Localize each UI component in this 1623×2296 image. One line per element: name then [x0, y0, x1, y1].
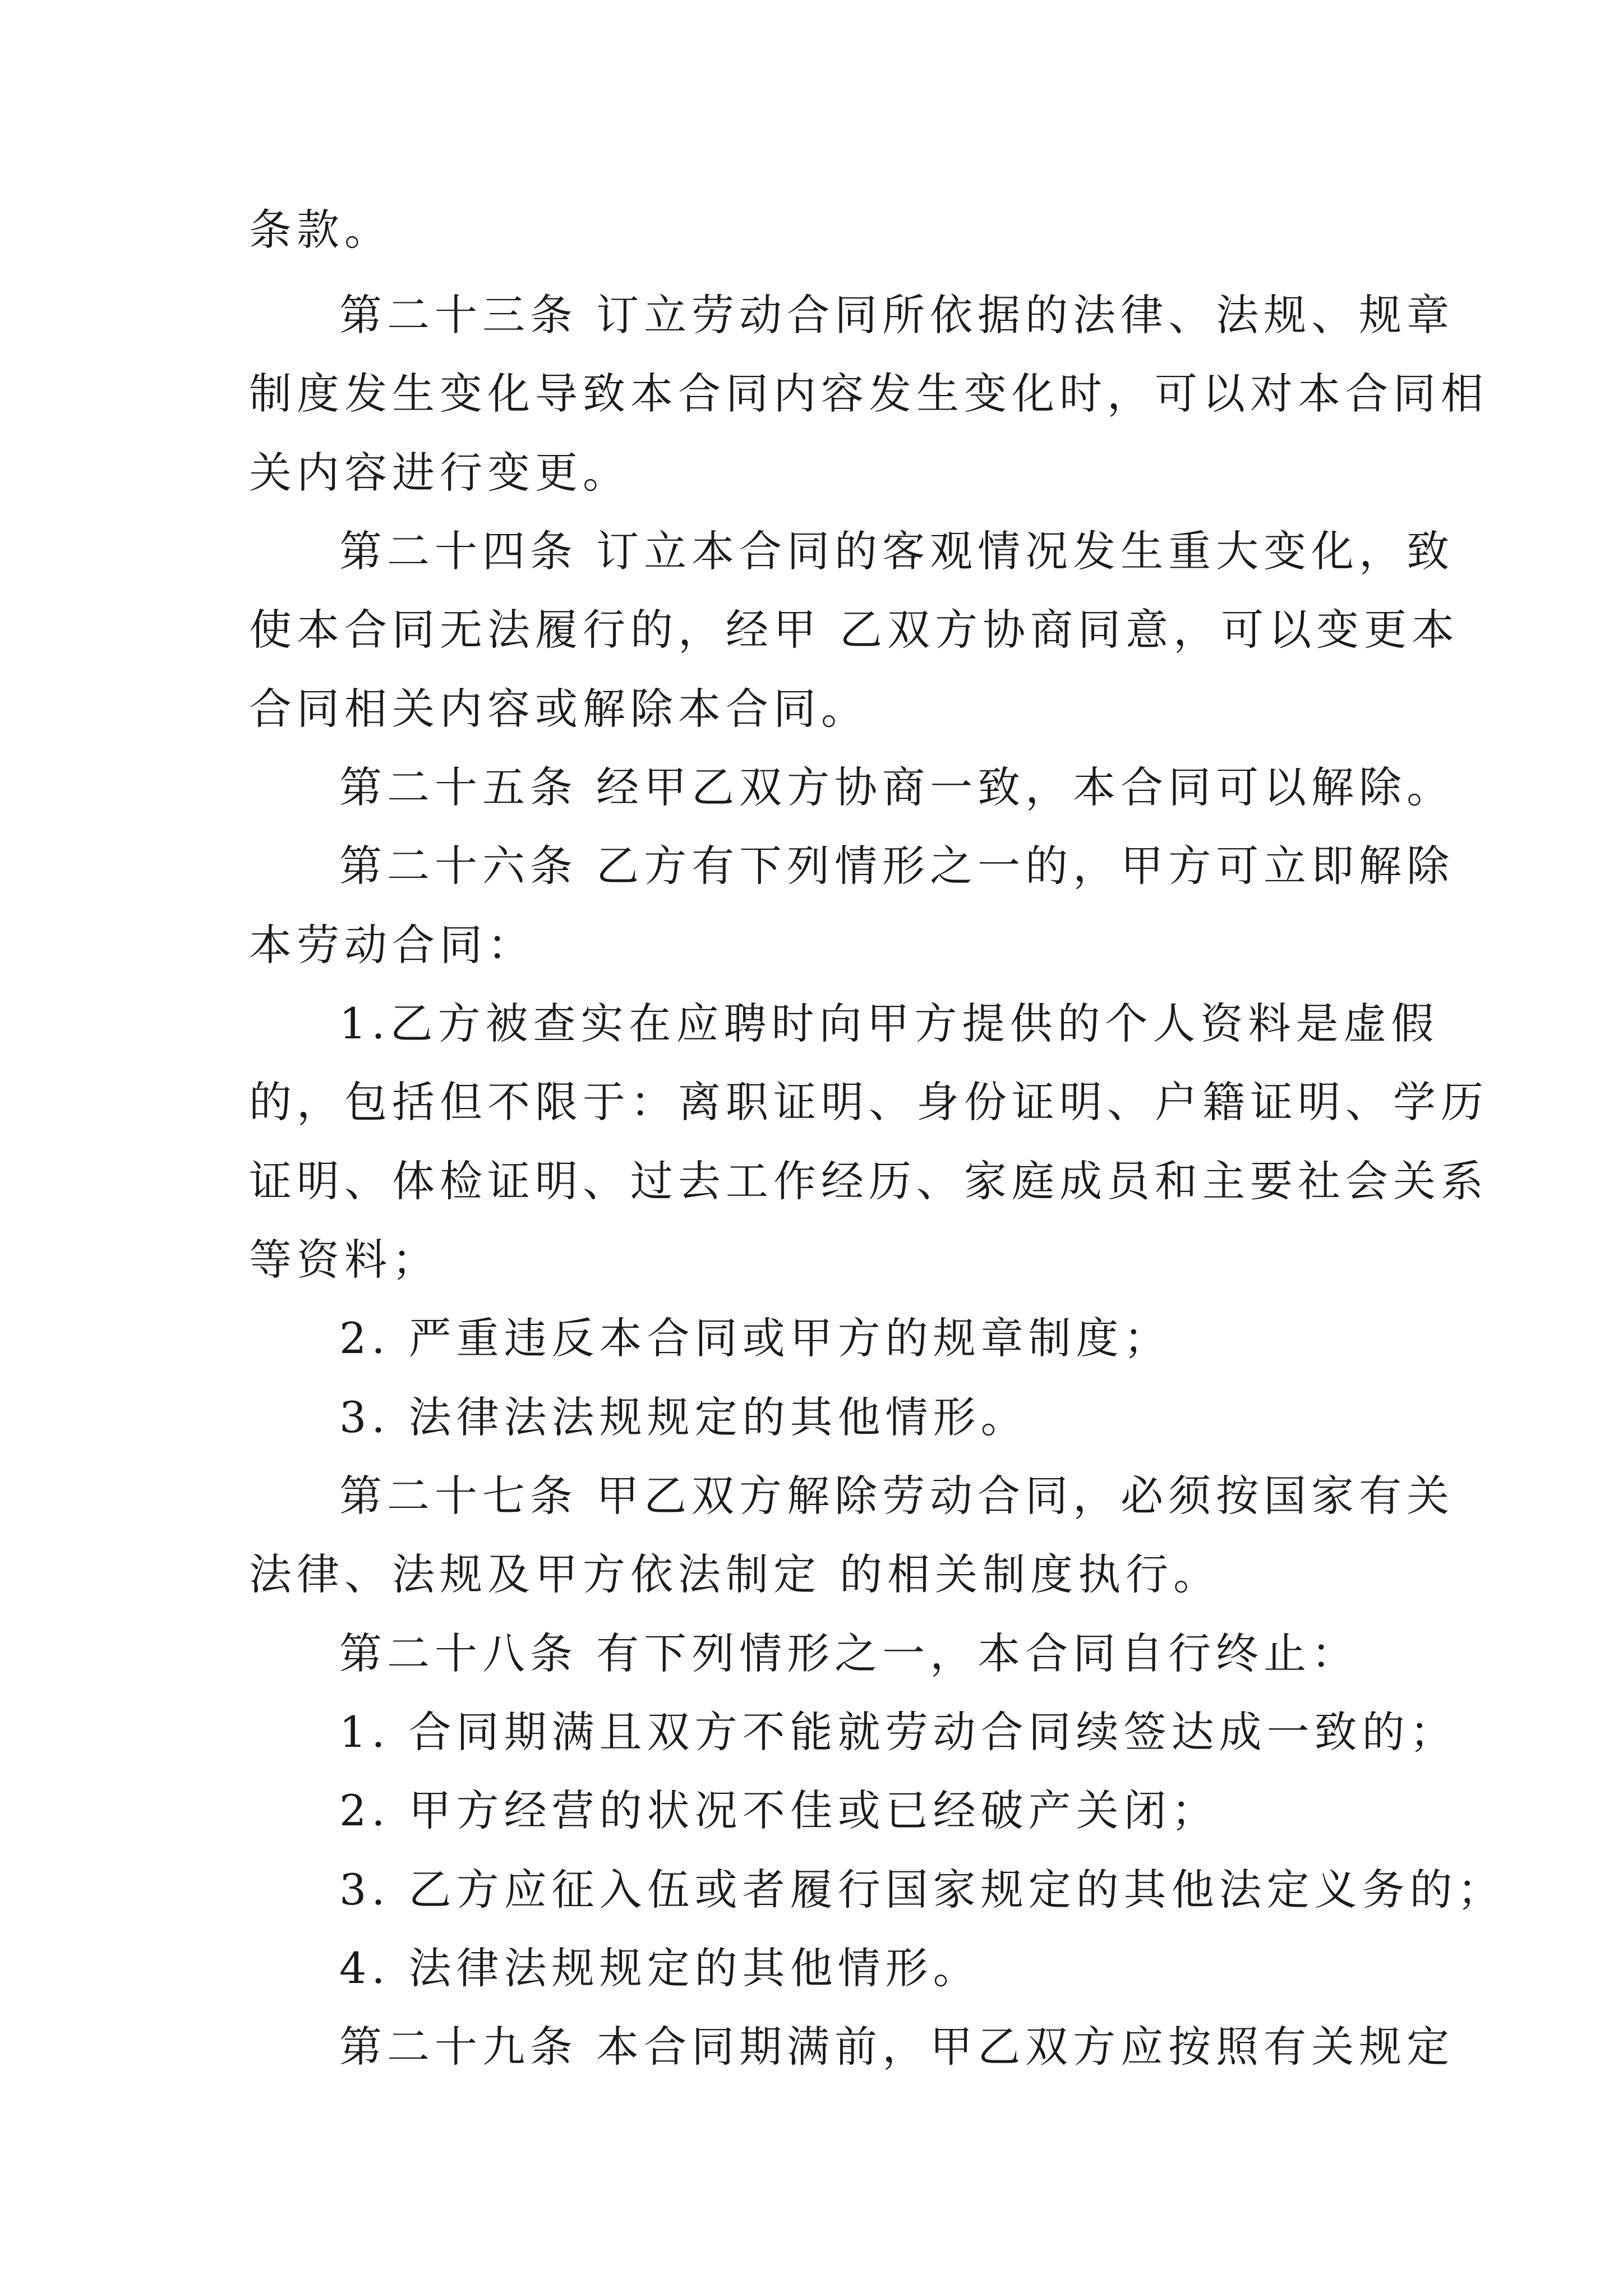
list-item-line: 1. 合同期满且双方不能就劳动合同续签达成一致的；	[339, 1707, 1458, 1757]
text-line: 的，包括但不限于：离职证明、身份证明、户籍证明、学历	[249, 1077, 1488, 1127]
article-29-heading-line: 第二十九条 本合同期满前，甲乙双方应按照有关规定	[339, 2022, 1455, 2072]
article-25-line: 第二十五条 经甲乙双方协商一致，本合同可以解除。	[339, 762, 1455, 812]
text-line: 等资料；	[249, 1235, 440, 1285]
text-line: 本劳动合同：	[249, 920, 535, 970]
list-item-line: 3. 法律法法规规定的其他情形。	[339, 1392, 1029, 1442]
article-28-heading-line: 第二十八条 有下列情形之一，本合同自行终止：	[339, 1628, 1359, 1678]
list-item-line: 2. 严重违反本合同或甲方的规章制度；	[339, 1313, 1172, 1363]
article-26-heading-line: 第二十六条 乙方有下列情形之一的，甲方可立即解除	[339, 841, 1455, 891]
text-line: 法律、法规及甲方依法制定 的相关制度执行。	[249, 1549, 1221, 1599]
article-27-heading-line: 第二十七条 甲乙双方解除劳动合同，必须按国家有关	[339, 1471, 1455, 1521]
article-23-heading-line: 第二十三条 订立劳动合同所依据的法律、法规、规章	[339, 290, 1455, 340]
text-line: 证明、体检证明、过去工作经历、家庭成员和主要社会关系	[249, 1156, 1488, 1206]
list-item-line: 4. 法律法规规定的其他情形。	[339, 1943, 981, 1993]
article-24-heading-line: 第二十四条 订立本合同的客观情况发生重大变化，致	[339, 526, 1455, 576]
text-line: 关内容进行变更。	[249, 448, 630, 498]
text-line: 制度发生变化导致本合同内容发生变化时，可以对本合同相	[249, 369, 1488, 418]
text-line: 条款。	[249, 205, 392, 255]
text-line: 使本合同无法履行的，经甲 乙双方协商同意，可以变更本	[249, 605, 1460, 655]
text-line: 合同相关内容或解除本合同。	[249, 684, 869, 734]
list-item-line: 1.乙方被查实在应聘时向甲方提供的个人资料是虚假	[339, 999, 1439, 1048]
list-item-line: 3. 乙方应征入伍或者履行国家规定的其他法定义务的；	[339, 1865, 1505, 1915]
list-item-line: 2. 甲方经营的状况不佳或已经破产关闭；	[339, 1786, 1219, 1835]
